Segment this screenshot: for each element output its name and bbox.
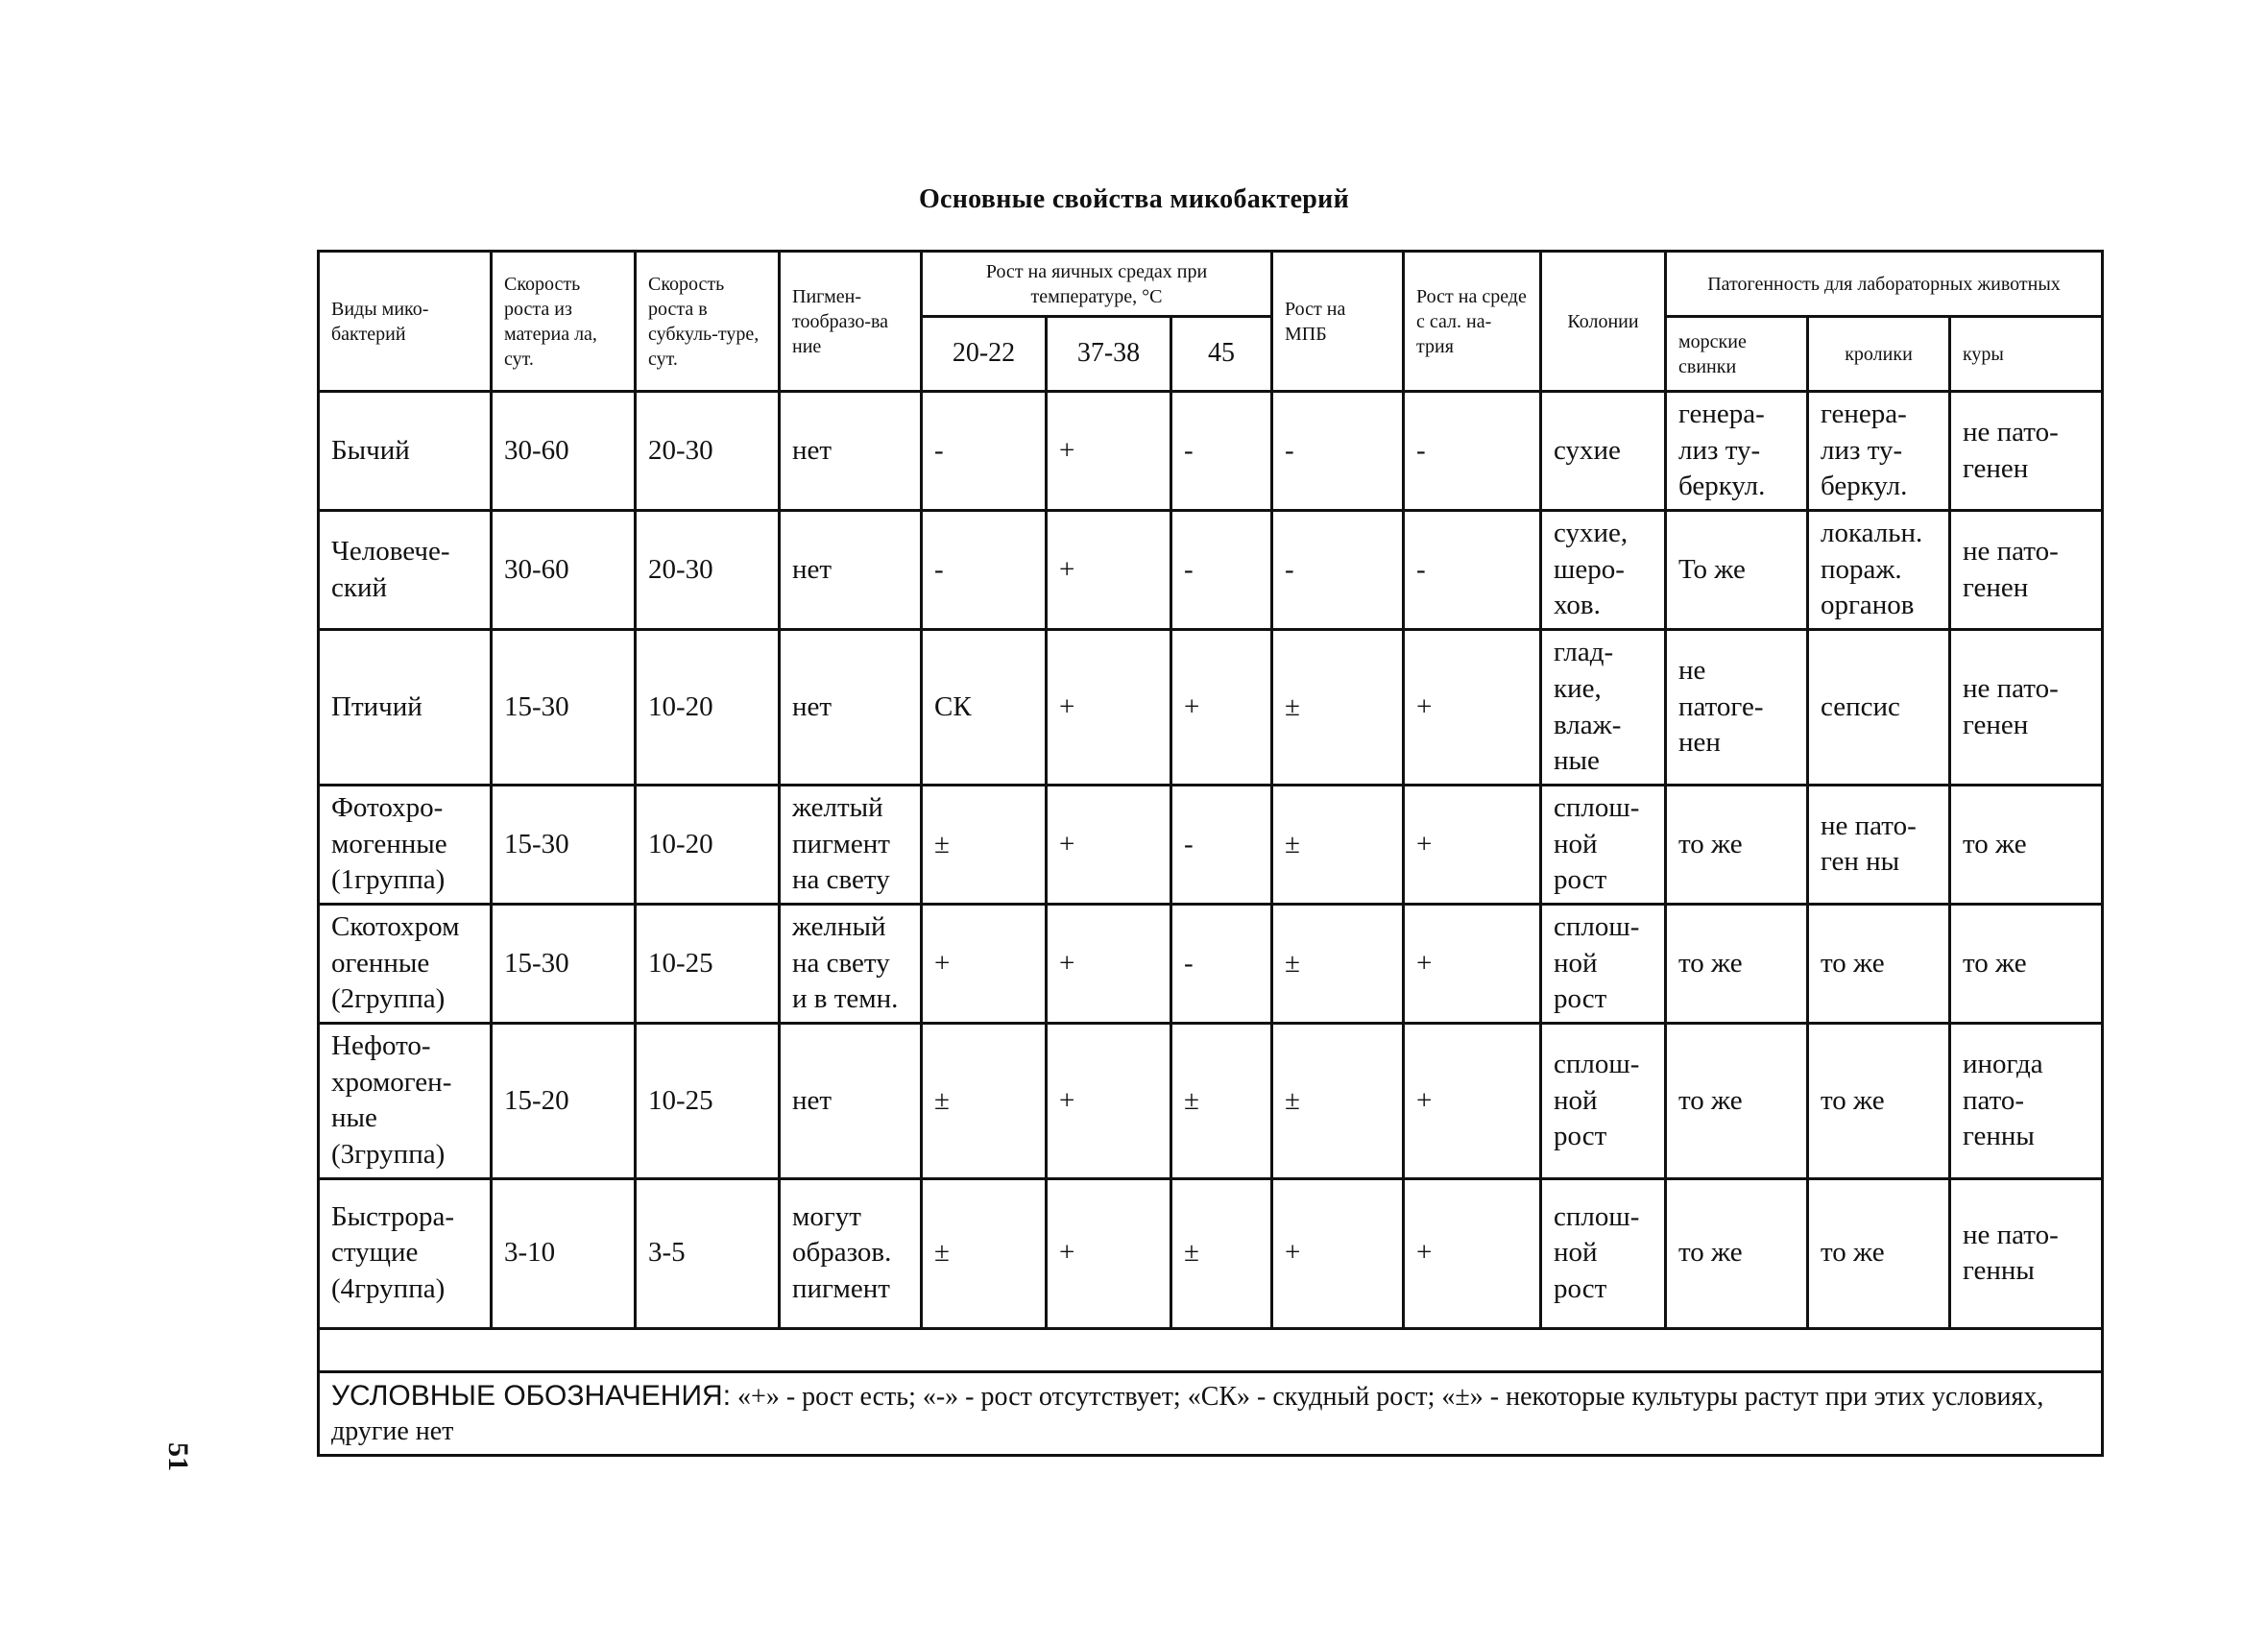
cell-temp-20-22: - <box>922 511 1047 630</box>
cell-rate-subculture: 10-25 <box>636 904 780 1023</box>
table-row <box>319 630 2103 786</box>
header-temp-37-38: 37-38 <box>1047 317 1171 392</box>
header-rate-subculture: Скорость роста в субкуль-туре, сут. <box>636 252 780 392</box>
cell-guinea-pigs: то же <box>1666 904 1808 1023</box>
cell-temp-37-38: + <box>1047 511 1171 630</box>
cell-salicylate: - <box>1404 392 1541 511</box>
cell-pigment: нет <box>780 392 922 511</box>
cell-temp-37-38: + <box>1047 1024 1171 1179</box>
header-pigment: Пигмен-тообразо-ва ние <box>780 252 922 392</box>
cell-pigment: желтый пигмент на свету <box>780 785 922 904</box>
cell-rabbits: локальн. пораж. органов <box>1808 511 1950 630</box>
cell-colonies: сплош-ной рост <box>1541 1024 1666 1179</box>
cell-guinea-pigs: То же <box>1666 511 1808 630</box>
cell-temp-20-22: ± <box>922 785 1047 904</box>
header-pathogenicity: Патогенность для лабораторных животных <box>1666 252 2103 317</box>
cell-colonies: сплош-ной рост <box>1541 904 1666 1023</box>
cell-temp-45: ± <box>1171 1178 1272 1328</box>
cell-pigment: могут образов. пигмент <box>780 1178 922 1328</box>
cell-pigment: нет <box>780 630 922 786</box>
cell-guinea-pigs: то же <box>1666 1024 1808 1179</box>
table-row <box>319 1024 2103 1179</box>
cell-rate-material: 30-60 <box>492 511 636 630</box>
cell-species: Бычий <box>319 392 492 511</box>
cell-chickens: не пато-генен <box>1950 630 2103 786</box>
header-colonies: Колонии <box>1541 252 1666 392</box>
header-mpb: Рост на МПБ <box>1272 252 1404 392</box>
cell-rate-subculture: 20-30 <box>636 511 780 630</box>
cell-rate-subculture: 10-20 <box>636 785 780 904</box>
cell-chickens: то же <box>1950 904 2103 1023</box>
cell-mpb: ± <box>1272 785 1404 904</box>
cell-temp-20-22: СК <box>922 630 1047 786</box>
cell-salicylate: + <box>1404 630 1541 786</box>
legend-row <box>319 1371 2103 1455</box>
header-species: Виды мико-бактерий <box>319 252 492 392</box>
cell-pigment: нет <box>780 1024 922 1179</box>
cell-species: Человече-ский <box>319 511 492 630</box>
cell-mpb: - <box>1272 511 1404 630</box>
cell-rate-material: 3-10 <box>492 1178 636 1328</box>
cell-guinea-pigs: не патоге-нен <box>1666 630 1808 786</box>
table-row <box>319 904 2103 1023</box>
cell-colonies: сплош-ной рост <box>1541 785 1666 904</box>
cell-rabbits: не пато-ген ны <box>1808 785 1950 904</box>
cell-mpb: - <box>1272 392 1404 511</box>
cell-colonies: глад-кие, влаж-ные <box>1541 630 1666 786</box>
cell-mpb: ± <box>1272 904 1404 1023</box>
table-row <box>319 785 2103 904</box>
cell-guinea-pigs: то же <box>1666 785 1808 904</box>
table-spacer-row <box>319 1328 2103 1371</box>
cell-salicylate: + <box>1404 1178 1541 1328</box>
cell-temp-20-22: ± <box>922 1024 1047 1179</box>
cell-temp-45: - <box>1171 785 1272 904</box>
cell-pigment: желный на свету и в темн. <box>780 904 922 1023</box>
cell-rabbits: генера-лиз ту-беркул. <box>1808 392 1950 511</box>
cell-temp-20-22: + <box>922 904 1047 1023</box>
cell-species: Птичий <box>319 630 492 786</box>
cell-chickens: не пато-генны <box>1950 1178 2103 1328</box>
header-guinea-pigs: морские свинки <box>1666 317 1808 392</box>
header-temp-20-22: 20-22 <box>922 317 1047 392</box>
header-temp-45: 45 <box>1171 317 1272 392</box>
cell-chickens: не пато-генен <box>1950 511 2103 630</box>
cell-rate-material: 15-30 <box>492 630 636 786</box>
cell-mpb: ± <box>1272 1024 1404 1179</box>
cell-rate-material: 15-30 <box>492 904 636 1023</box>
cell-salicylate: + <box>1404 785 1541 904</box>
cell-salicylate: - <box>1404 511 1541 630</box>
cell-rabbits: сепсис <box>1808 630 1950 786</box>
header-rate-material: Скорость роста из материа ла, сут. <box>492 252 636 392</box>
cell-temp-45: ± <box>1171 1024 1272 1179</box>
cell-rate-subculture: 10-20 <box>636 630 780 786</box>
cell-rabbits: то же <box>1808 1024 1950 1179</box>
page-number: 51 <box>162 1442 194 1471</box>
table-row <box>319 392 2103 511</box>
legend-lead: УСЛОВНЫЕ ОБОЗНАЧЕНИЯ: <box>331 1379 732 1412</box>
cell-temp-37-38: + <box>1047 904 1171 1023</box>
cell-temp-20-22: - <box>922 392 1047 511</box>
cell-chickens: то же <box>1950 785 2103 904</box>
cell-guinea-pigs: то же <box>1666 1178 1808 1328</box>
cell-temp-37-38: + <box>1047 1178 1171 1328</box>
table-title: Основные свойства микобактерий <box>918 184 1350 214</box>
cell-pigment: нет <box>780 511 922 630</box>
cell-mpb: + <box>1272 1178 1404 1328</box>
cell-rate-material: 15-30 <box>492 785 636 904</box>
cell-chickens: не пато-генен <box>1950 392 2103 511</box>
cell-temp-45: + <box>1171 630 1272 786</box>
cell-chickens: иногда пато-генны <box>1950 1024 2103 1179</box>
cell-rate-material: 30-60 <box>492 392 636 511</box>
cell-rate-material: 15-20 <box>492 1024 636 1179</box>
cell-rabbits: то же <box>1808 1178 1950 1328</box>
cell-rate-subculture: 3-5 <box>636 1178 780 1328</box>
cell-temp-37-38: + <box>1047 785 1171 904</box>
table-row <box>319 1178 2103 1328</box>
cell-temp-20-22: ± <box>922 1178 1047 1328</box>
table-row <box>319 511 2103 630</box>
cell-temp-37-38: + <box>1047 392 1171 511</box>
header-chickens: куры <box>1950 317 2103 392</box>
cell-temp-45: - <box>1171 392 1272 511</box>
cell-species: Скотохром огенные (2группа) <box>319 904 492 1023</box>
spacer-cell <box>319 1328 2103 1371</box>
cell-colonies: сухие, шеро-хов. <box>1541 511 1666 630</box>
header-salicylate: Рост на среде с сал. на-трия <box>1404 252 1541 392</box>
cell-rate-subculture: 20-30 <box>636 392 780 511</box>
cell-salicylate: + <box>1404 904 1541 1023</box>
cell-colonies: сухие <box>1541 392 1666 511</box>
cell-species: Нефото-хромоген-ные (3группа) <box>319 1024 492 1179</box>
cell-temp-45: - <box>1171 511 1272 630</box>
legend-cell <box>319 1371 2103 1455</box>
cell-mpb: ± <box>1272 630 1404 786</box>
cell-species: Быстрора-стущие (4группа) <box>319 1178 492 1328</box>
cell-colonies: сплош-ной рост <box>1541 1178 1666 1328</box>
cell-guinea-pigs: генера-лиз ту-беркул. <box>1666 392 1808 511</box>
cell-salicylate: + <box>1404 1024 1541 1179</box>
cell-rabbits: то же <box>1808 904 1950 1023</box>
header-rabbits: кролики <box>1808 317 1950 392</box>
cell-temp-37-38: + <box>1047 630 1171 786</box>
header-growth-temp: Рост на яичных средах при температуре, °С <box>922 252 1272 317</box>
legend-text: «+» - рост есть; «-» - рост отсутствует; «СК» - скудный рост; «±» - некоторые культуры растут при этих условиях, другие нет <box>331 1381 2044 1447</box>
cell-temp-45: - <box>1171 904 1272 1023</box>
mycobacteria-properties-table <box>317 250 2104 1457</box>
cell-species: Фотохро-могенные (1группа) <box>319 785 492 904</box>
cell-rate-subculture: 10-25 <box>636 1024 780 1179</box>
